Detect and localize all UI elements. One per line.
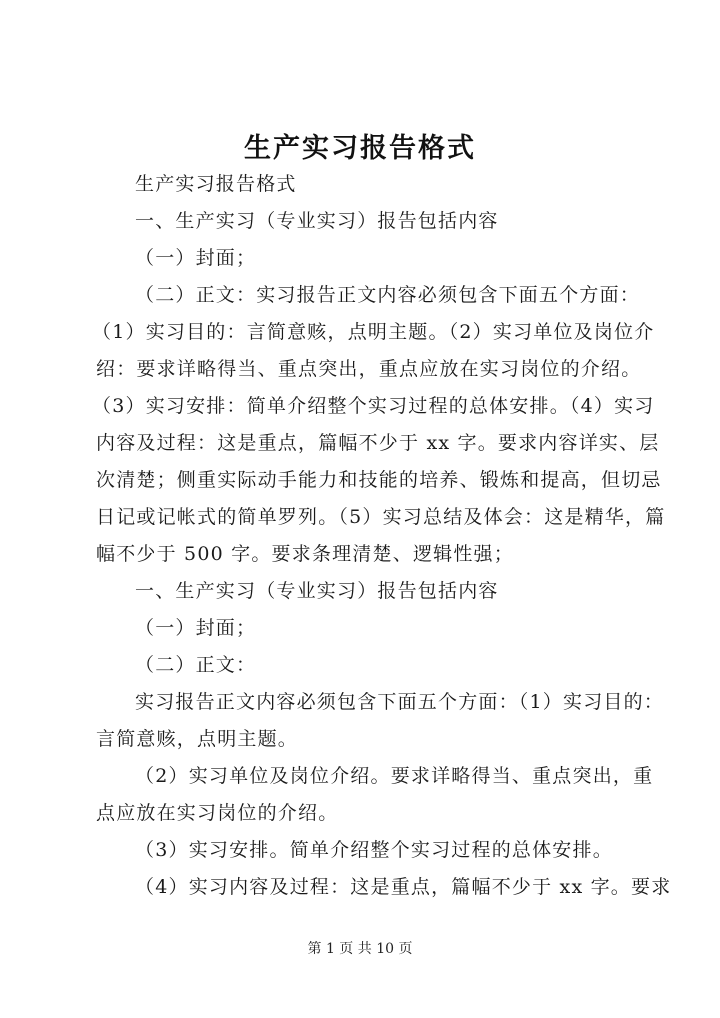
body-line: （一）封面； [135,617,257,639]
body-line: （二）正文： [135,654,257,676]
body-line: （1）实习目的：言简意赅，点明主题。（2）实习单位及岗位介 [92,321,655,343]
body-line: 一、生产实习（专业实习）报告包括内容 [135,580,499,602]
body-line: 日记或记帐式的简单罗列。（5）实习总结及体会：这是精华，篇 [96,506,666,528]
body-line: 点应放在实习岗位的介绍。 [96,802,339,824]
body-line: 次清楚；侧重实际动手能力和技能的培养、锻炼和提高，但切忌 [96,469,662,491]
body-line: （二）正文：实习报告正文内容必须包含下面五个方面： [135,284,641,306]
body-line: （3）实习安排。简单介绍整个实习过程的总体安排。 [135,839,613,861]
document-title: 生产实习报告格式 [244,133,476,164]
body-line: （2）实习单位及岗位介绍。要求详略得当、重点突出，重 [135,765,654,787]
body-line: （3）实习安排：简单介绍整个实习过程的总体安排。（4）实习 [92,395,655,417]
body-line: 幅不少于 500 字。要求条理清楚、逻辑性强； [96,543,514,565]
body-line: 生产实习报告格式 [135,173,297,195]
body-line: 绍：要求详略得当、重点突出，重点应放在实习岗位的介绍。 [96,358,642,380]
body-line: （4）实习内容及过程：这是重点，篇幅不少于 xx 字。要求 [135,876,672,898]
body-line: 实习报告正文内容必须包含下面五个方面：（1）实习目的： [135,691,664,713]
body-line: 一、生产实习（专业实习）报告包括内容 [135,210,499,232]
body-line: （一）封面； [135,247,257,269]
page-footer: 第 1 页 共 10 页 [307,941,413,957]
body-line: 言简意赅，点明主题。 [96,728,299,750]
body-line: 内容及过程：这是重点，篇幅不少于 xx 字。要求内容详实、层 [96,432,660,454]
